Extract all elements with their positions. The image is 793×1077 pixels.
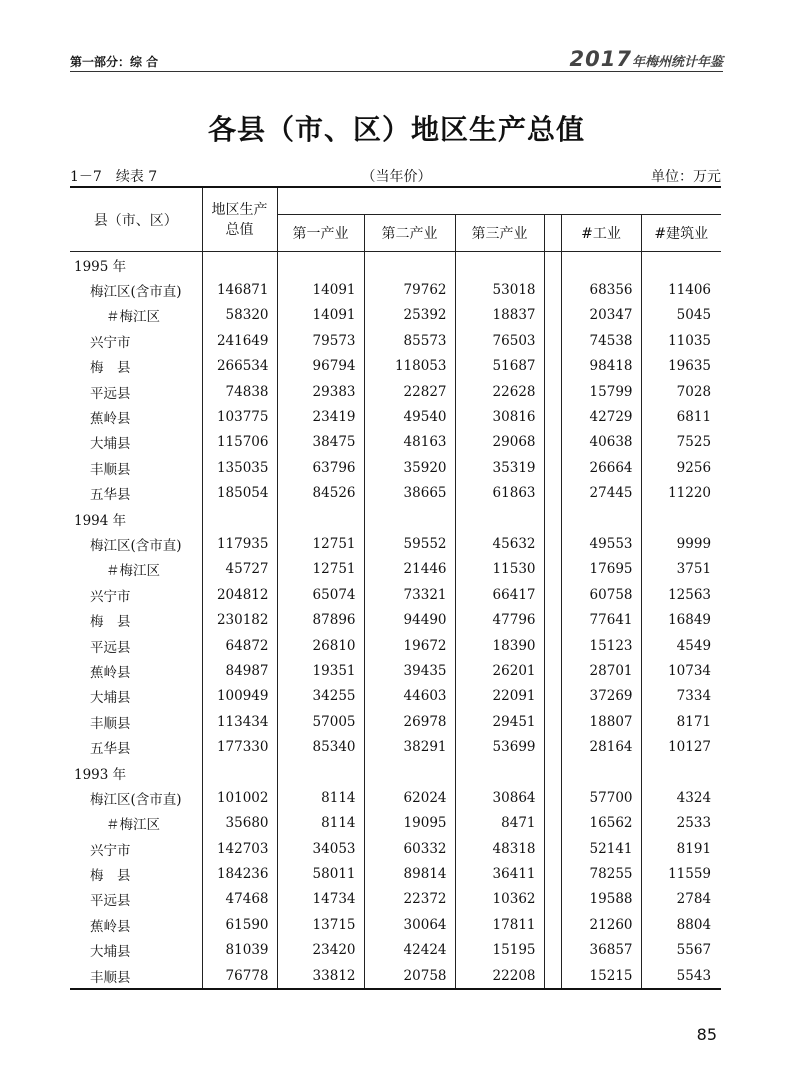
gap-cell [544,277,561,302]
primary-value: 14734 [277,887,364,912]
gdp-value: 266534 [202,354,277,379]
secondary-value: 59552 [364,531,455,556]
tertiary-value: 22628 [455,379,544,404]
header-county: 县（市、区） [70,187,202,252]
tertiary-value: 36411 [455,861,544,886]
construction-value: 3751 [676,561,712,578]
industry-value: 26664 [561,455,641,480]
year-label: 1995 年 [70,252,202,278]
primary-value: 12751 [277,557,364,582]
county-name: 丰顺县 [70,709,202,734]
empty-cell [364,760,455,785]
table-row [70,785,721,810]
secondary-value: 22827 [364,379,455,404]
county-name: 梅江区(含市直) [70,785,202,810]
primary-value: 8114 [277,811,364,836]
table-row [70,277,721,302]
tertiary-value: 29451 [455,709,544,734]
header-gap [544,215,561,252]
secondary-value: 60332 [364,836,455,861]
empty-cell [544,252,561,278]
primary-value: 12751 [277,531,364,556]
construction-value: 6811 [676,409,712,426]
county-name: 五华县 [70,481,202,506]
unit-label: 单位：万元 [651,169,721,185]
primary-value: 26810 [277,633,364,658]
county-name: 梅 县 [70,607,202,632]
primary-value: 57005 [277,709,364,734]
secondary-value: 20758 [364,963,455,989]
primary-value: 96794 [277,354,364,379]
secondary-value: 48163 [364,430,455,455]
industry-value: 98418 [561,354,641,379]
table-row [70,582,721,607]
secondary-value: 79762 [364,277,455,302]
tertiary-value: 53018 [455,277,544,302]
gdp-value: 61590 [202,912,277,937]
tertiary-value: 29068 [455,430,544,455]
tertiary-value: 18837 [455,303,544,328]
industry-value: 37269 [561,684,641,709]
gap-cell [544,481,561,506]
construction-value: 4324 [676,789,712,806]
gap-cell [544,582,561,607]
table-row [70,531,721,556]
primary-value: 85340 [277,734,364,759]
tertiary-value: 26201 [455,658,544,683]
primary-value: 87896 [277,607,364,632]
secondary-value: 62024 [364,785,455,810]
empty-cell [544,506,561,531]
tertiary-value: 35319 [455,455,544,480]
table-row [70,734,721,759]
secondary-value: 38291 [364,734,455,759]
county-name: ＃梅江区 [70,557,202,582]
gdp-value: 117935 [202,531,277,556]
county-name: 五华县 [70,734,202,759]
construction-value: 5543 [676,967,712,984]
gdp-value: 115706 [202,430,277,455]
year-row [70,760,721,785]
gdp-value: 45727 [202,557,277,582]
gap-cell [544,887,561,912]
gap-cell [544,430,561,455]
industry-value: 28701 [561,658,641,683]
yearbook-year: 2017 [569,47,632,71]
primary-value: 33812 [277,963,364,989]
construction-value: 4549 [676,637,712,654]
primary-value: 65074 [277,582,364,607]
table-row [70,658,721,683]
section-label: 第一部分：综 合 [70,55,159,69]
empty-cell [364,506,455,531]
construction-value: 9256 [676,459,712,476]
industry-value: 74538 [561,328,641,353]
header-rule [70,71,723,72]
header-tertiary: 第三产业 [455,215,544,252]
tertiary-value: 45632 [455,531,544,556]
industry-value: 19588 [561,887,641,912]
industry-value: 40638 [561,430,641,455]
construction-value: 11220 [668,485,712,502]
gdp-value: 184236 [202,861,277,886]
gdp-value: 101002 [202,785,277,810]
gdp-value: 177330 [202,734,277,759]
county-name: 兴宁市 [70,836,202,861]
gap-cell [544,658,561,683]
table-row [70,887,721,912]
primary-value: 38475 [277,430,364,455]
construction-value: 7525 [676,434,712,451]
primary-value: 29383 [277,379,364,404]
industry-value: 49553 [561,531,641,556]
gdp-value: 81039 [202,938,277,963]
primary-value: 84526 [277,481,364,506]
year-label: 1993 年 [70,760,202,785]
empty-cell [277,760,364,785]
construction-value: 2784 [676,891,712,908]
tertiary-value: 53699 [455,734,544,759]
year-row [70,506,721,531]
industry-value: 68356 [561,277,641,302]
county-name: 蕉岭县 [70,658,202,683]
primary-value: 79573 [277,328,364,353]
county-name: 大埔县 [70,938,202,963]
tertiary-value: 48318 [455,836,544,861]
primary-value: 13715 [277,912,364,937]
construction-value: 8171 [676,713,712,730]
empty-cell [641,252,721,278]
county-name: 平远县 [70,633,202,658]
table-row [70,963,721,989]
tertiary-value: 15195 [455,938,544,963]
gdp-value: 64872 [202,633,277,658]
header-secondary: 第二产业 [364,215,455,252]
gap-cell [544,785,561,810]
secondary-value: 26978 [364,709,455,734]
gdp-value: 103775 [202,404,277,429]
gap-cell [544,861,561,886]
empty-cell [561,252,641,278]
gap-cell [544,607,561,632]
tertiary-value: 76503 [455,328,544,353]
county-name: ＃梅江区 [70,811,202,836]
header-primary: 第一产业 [277,215,364,252]
gdp-value: 135035 [202,455,277,480]
year-row [70,252,721,278]
secondary-value: 30064 [364,912,455,937]
construction-value: 12563 [668,586,712,603]
gap-cell [544,709,561,734]
year-label: 1994 年 [70,506,202,531]
gdp-value: 84987 [202,658,277,683]
gdp-value: 204812 [202,582,277,607]
industry-value: 20347 [561,303,641,328]
header-industry: #工业 [561,215,641,252]
primary-value: 14091 [277,303,364,328]
table-row [70,379,721,404]
industry-value: 77641 [561,607,641,632]
gap-cell [544,328,561,353]
secondary-value: 44603 [364,684,455,709]
table-row [70,455,721,480]
table-row [70,404,721,429]
industry-value: 78255 [561,861,641,886]
secondary-value: 49540 [364,404,455,429]
primary-value: 58011 [277,861,364,886]
county-name: 梅 县 [70,354,202,379]
table-row [70,938,721,963]
gdp-value: 58320 [202,303,277,328]
table-row [70,481,721,506]
table-row [70,861,721,886]
secondary-value: 35920 [364,455,455,480]
construction-value: 8804 [676,916,712,933]
construction-value: 5045 [676,307,712,324]
tertiary-value: 66417 [455,582,544,607]
industry-value: 52141 [561,836,641,861]
tertiary-value: 10362 [455,887,544,912]
primary-value: 8114 [277,785,364,810]
primary-value: 14091 [277,277,364,302]
county-name: 梅江区(含市直) [70,531,202,556]
gdp-value: 113434 [202,709,277,734]
county-name: 丰顺县 [70,455,202,480]
county-name: 丰顺县 [70,963,202,989]
tertiary-value: 61863 [455,481,544,506]
table-body [70,252,721,990]
table-row [70,557,721,582]
gdp-value: 47468 [202,887,277,912]
secondary-value: 73321 [364,582,455,607]
secondary-value: 19672 [364,633,455,658]
page-number: 85 [696,1025,717,1044]
empty-cell [202,760,277,785]
primary-value: 23420 [277,938,364,963]
secondary-value: 39435 [364,658,455,683]
tertiary-value: 8471 [455,811,544,836]
secondary-value: 22372 [364,887,455,912]
gap-cell [544,836,561,861]
secondary-value: 89814 [364,861,455,886]
construction-value: 19635 [668,358,712,375]
tertiary-value: 30864 [455,785,544,810]
empty-cell [202,506,277,531]
table-row [70,684,721,709]
construction-value: 16849 [668,612,712,629]
secondary-value: 19095 [364,811,455,836]
empty-cell [455,252,544,278]
county-name: 蕉岭县 [70,404,202,429]
county-name: 大埔县 [70,430,202,455]
gap-cell [544,531,561,556]
gap-cell [544,303,561,328]
secondary-value: 21446 [364,557,455,582]
table-row [70,354,721,379]
primary-value: 34053 [277,836,364,861]
county-name: 梅 县 [70,861,202,886]
industry-value: 21260 [561,912,641,937]
gdp-value: 185054 [202,481,277,506]
construction-value: 11559 [668,866,712,883]
gap-cell [544,811,561,836]
tertiary-value: 22208 [455,963,544,989]
tertiary-value: 17811 [455,912,544,937]
primary-value: 63796 [277,455,364,480]
county-name: 兴宁市 [70,328,202,353]
industry-value: 15123 [561,633,641,658]
industry-value: 28164 [561,734,641,759]
industry-value: 57700 [561,785,641,810]
yearbook-name: 年梅州统计年鉴 [631,55,723,70]
table-row [70,303,721,328]
secondary-value: 38665 [364,481,455,506]
gap-cell [544,734,561,759]
empty-cell [277,506,364,531]
header-sector-group [277,187,721,215]
construction-value: 9999 [676,535,712,552]
tertiary-value: 22091 [455,684,544,709]
gdp-value: 230182 [202,607,277,632]
industry-value: 15799 [561,379,641,404]
empty-cell [544,760,561,785]
industry-value: 18807 [561,709,641,734]
construction-value: 5567 [676,942,712,959]
table-row [70,430,721,455]
gap-cell [544,379,561,404]
header-construction: #建筑业 [641,215,721,252]
construction-value: 7028 [676,383,712,400]
tertiary-value: 30816 [455,404,544,429]
gap-cell [544,938,561,963]
gap-cell [544,684,561,709]
county-name: ＃梅江区 [70,303,202,328]
gap-cell [544,633,561,658]
county-name: 平远县 [70,379,202,404]
primary-value: 34255 [277,684,364,709]
construction-value: 10127 [668,739,712,756]
empty-cell [455,760,544,785]
gap-cell [544,963,561,989]
gdp-value: 100949 [202,684,277,709]
gdp-value: 142703 [202,836,277,861]
empty-cell [641,506,721,531]
secondary-value: 42424 [364,938,455,963]
table-row [70,607,721,632]
gap-cell [544,455,561,480]
industry-value: 60758 [561,582,641,607]
gap-cell [544,912,561,937]
industry-value: 17695 [561,557,641,582]
table-row [70,836,721,861]
tertiary-value: 51687 [455,354,544,379]
industry-value: 15215 [561,963,641,989]
industry-value: 42729 [561,404,641,429]
construction-value: 7334 [676,688,712,705]
table-row [70,709,721,734]
gap-cell [544,404,561,429]
primary-value: 19351 [277,658,364,683]
table-row [70,633,721,658]
empty-cell [561,506,641,531]
table-row [70,328,721,353]
gdp-value: 74838 [202,379,277,404]
empty-cell [641,760,721,785]
header-gdp: 地区生产 总值 [202,187,277,252]
construction-value: 2533 [676,815,712,832]
table-row [70,811,721,836]
industry-value: 36857 [561,938,641,963]
industry-value: 27445 [561,481,641,506]
tertiary-value: 18390 [455,633,544,658]
gdp-value: 35680 [202,811,277,836]
secondary-value: 118053 [364,354,455,379]
industry-value: 16562 [561,811,641,836]
tertiary-value: 47796 [455,607,544,632]
gdp-value: 76778 [202,963,277,989]
table-number: 1－7 续表 7 [70,169,158,185]
gdp-table [70,186,721,990]
yearbook-title [570,47,723,71]
construction-value: 11035 [668,332,712,349]
empty-cell [455,506,544,531]
gap-cell [544,557,561,582]
secondary-value: 25392 [364,303,455,328]
county-name: 大埔县 [70,684,202,709]
county-name: 蕉岭县 [70,912,202,937]
secondary-value: 94490 [364,607,455,632]
table-row [70,912,721,937]
construction-value: 8191 [676,840,712,857]
gap-cell [544,354,561,379]
empty-cell [277,252,364,278]
price-basis: （当年价） [361,169,432,185]
tertiary-value: 11530 [455,557,544,582]
gdp-value: 241649 [202,328,277,353]
county-name: 兴宁市 [70,582,202,607]
empty-cell [364,252,455,278]
secondary-value: 85573 [364,328,455,353]
primary-value: 23419 [277,404,364,429]
county-name: 平远县 [70,887,202,912]
construction-value: 10734 [668,662,712,679]
construction-value: 11406 [668,282,712,299]
page-title: 各县（市、区）地区生产总值 [207,113,585,146]
county-name: 梅江区(含市直) [70,277,202,302]
empty-cell [202,252,277,278]
gdp-value: 146871 [202,277,277,302]
empty-cell [561,760,641,785]
